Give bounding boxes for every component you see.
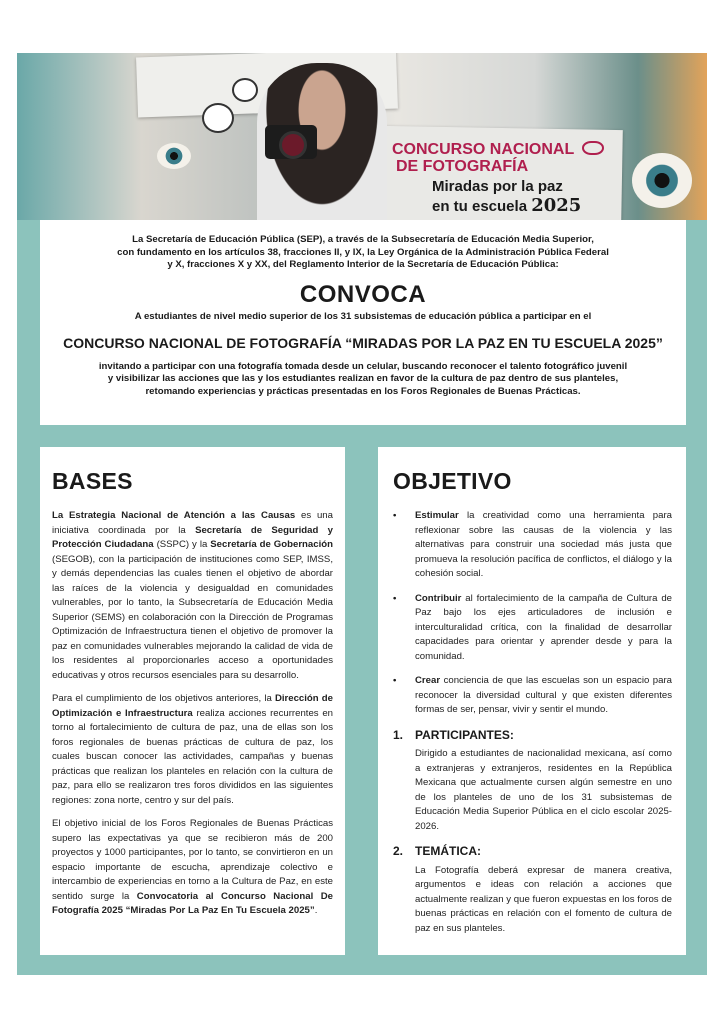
- objective-text: [415, 509, 672, 582]
- eye-illustration-icon: [157, 143, 191, 169]
- audience-text: A estudiantes de nivel medio superior de los 31 subsistemas de educación pública a participar en el: [134, 310, 592, 322]
- objetivo-card: [378, 447, 686, 955]
- bases-paragraph: [52, 692, 333, 808]
- bases-card: [40, 447, 345, 955]
- eye-logo-icon: [582, 141, 604, 155]
- bold-text: Contribuir: [415, 592, 462, 604]
- bold-text: Dirección de Optimización e Infraestructura: [52, 693, 333, 719]
- section-number: 2.: [393, 844, 404, 858]
- bold-text: Convocatoria al Concurso Nacional De Fotografía 2025 “Miradas Por La Paz En Tu Escuela 2025”: [52, 890, 333, 916]
- bold-text: Crear: [415, 675, 441, 686]
- objective-bullet: [393, 674, 672, 718]
- section-text: La Fotografía deberá expresar de manera creativa, argumentos e ideas con relación a acciones que actualmente realizan y que fueron expuestas en los foros de buenas prácticas en relación con el fomento de cultura de paz en sus planteles.: [415, 864, 672, 934]
- text: la creatividad como una herramienta para reflexionar sobre las causas de la violencia y las alternativas para construir una sociedad más justa que promueva la resolución pacífica de conflictos, el diálogo y la cohesión social.: [415, 510, 672, 579]
- section-text: Dirigido a estudiantes de nacionalidad mexicana, así como a extranjeras y extranjeros, residentes en la República Mexicana que actualmente cursen algún semestre en uno de los planteles de uno de los 31 subsistemas de Educación Media Superior Pública en el ciclo escolar 2025-2026.: [415, 748, 672, 832]
- section-heading: [393, 728, 672, 743]
- logo-subtitle: Miradas por la paz en tu escuela 2025: [432, 178, 582, 216]
- bullet-icon: •: [393, 675, 397, 686]
- speech-bubble-icon: [232, 78, 258, 102]
- intro-panel: [40, 220, 686, 425]
- objective-bullet: [393, 592, 672, 665]
- bold-text: Secretaría de Seguridad y Protección Ciudadana: [52, 524, 334, 550]
- text: (SEGOB), con la participación de instituciones como SEP, IMSS, y demás dependencias las cuales tienen el objetivo de abordar las raíces de la violencia y desigualdad en comunidades vulnerables, por lo tanto, la Subsecretaría de Educación Media Superior (SEMS) en colaboración con la Dirección de Programas Optimización de Infraestructura tienen el objetivo de promover la paz en comunidades vulnerables mejorando la calidad de vida de los residentes al proporcionarles acceso a oportunidades educativas y otros recursos esenciales para su desarrollo.: [52, 553, 333, 681]
- bases-paragraph: [52, 509, 333, 683]
- bold-text: Estimular: [415, 510, 459, 521]
- text: realiza acciones recurrentes en torno al fortalecimiento de cultura de paz, una de ellas son los foros regionales de buenas prácticas de cultura de paz, los cuales buscan conocer las actividades, campañas y buenas prácticas que realizan los planteles en relación con la cultura de paz, para ello se realizaron tres foros divididos en las siguientes regiones: zona norte, centro y sur del país.: [52, 707, 334, 806]
- bullet-icon: •: [393, 510, 397, 521]
- bases-paragraph: [52, 817, 333, 919]
- contest-title: CONCURSO NACIONAL DE FOTOGRAFÍA “MIRADAS POR LA PAZ EN TU ESCUELA 2025”: [63, 334, 663, 351]
- section-participantes: [393, 728, 672, 835]
- section-heading: [393, 844, 672, 859]
- logo-title: CONCURSO NACIONAL DE FOTOGRAFÍA: [392, 141, 575, 175]
- text: al fortalecimiento de la campaña de Cultura de Paz bajo los ejes articuladores de inclusión e interculturalidad crítica, con la finalidad de desarrollar capacidades para orientar y aprender desde y para la comunidad.: [415, 592, 672, 662]
- bullet-icon: •: [393, 592, 397, 604]
- section-title: TEMÁTICA:: [415, 844, 481, 858]
- text: Para el cumplimiento de los objetivos anteriores, la: [52, 693, 275, 704]
- section-number: 1.: [393, 727, 404, 742]
- invitation-text: invitando a participar con una fotografía tomada desde un celular, buscando reconocer el talento fotográfico juvenil y visibilizar las acciones que las y los estudiantes realizan en favor de la cultura de paz dentro de sus planteles, retomando experiencias y prácticas presentadas en los Foros Regionales de Buenas Prácticas.: [98, 360, 628, 397]
- text: El objetivo inicial de los Foros Regionales de Buenas Prácticas supero las expectativas ya que se recibieron más de 200 proyectos y 1000 participantes, por lo tanto, se convirtieron en un espacio importante de escucha, aprendizaje colectivo e intercambio de experiencias en torno a la Cultura de Paz, en este sentido surge la: [52, 818, 333, 902]
- bases-heading: BASES: [52, 468, 133, 494]
- text: (SSPC) y la: [153, 539, 211, 550]
- speech-bubble-icon: [202, 103, 234, 133]
- text: es una iniciativa coordinada por la: [52, 510, 333, 536]
- objetivo-heading: OBJETIVO: [393, 468, 512, 494]
- text: .: [314, 905, 318, 916]
- bold-text: La Estrategia Nacional de Atención a las Causas: [52, 510, 296, 521]
- objective-bullet: [393, 509, 672, 582]
- objective-text: [415, 674, 672, 718]
- objective-text: [415, 592, 672, 665]
- section-title: PARTICIPANTES:: [415, 727, 514, 742]
- header-banner: [17, 53, 707, 220]
- convoca-heading: CONVOCA: [299, 280, 427, 308]
- issuer-statement: La Secretaría de Educación Pública (SEP), a través de la Subsecretaría de Educación Media Superior, con fundamento en los artículos 38, fracciones II, y IX, la Ley Orgánica de la Administración Pública Federal y X, fracciones X y XX, del Reglamento Interior de la Secretaría de Educación Pública:: [117, 234, 609, 270]
- section-temática: [393, 844, 672, 936]
- bold-text: Secretaría de Gobernación: [210, 539, 333, 550]
- eye-illustration-icon: [632, 153, 692, 208]
- camera-icon: [265, 125, 317, 159]
- contest-logo: [392, 135, 612, 220]
- text: conciencia de que las escuelas son un espacio para reconocer la diversidad cultural y que existen diferentes formas de ser, pensar, vivir y sentir el mundo.: [415, 675, 672, 715]
